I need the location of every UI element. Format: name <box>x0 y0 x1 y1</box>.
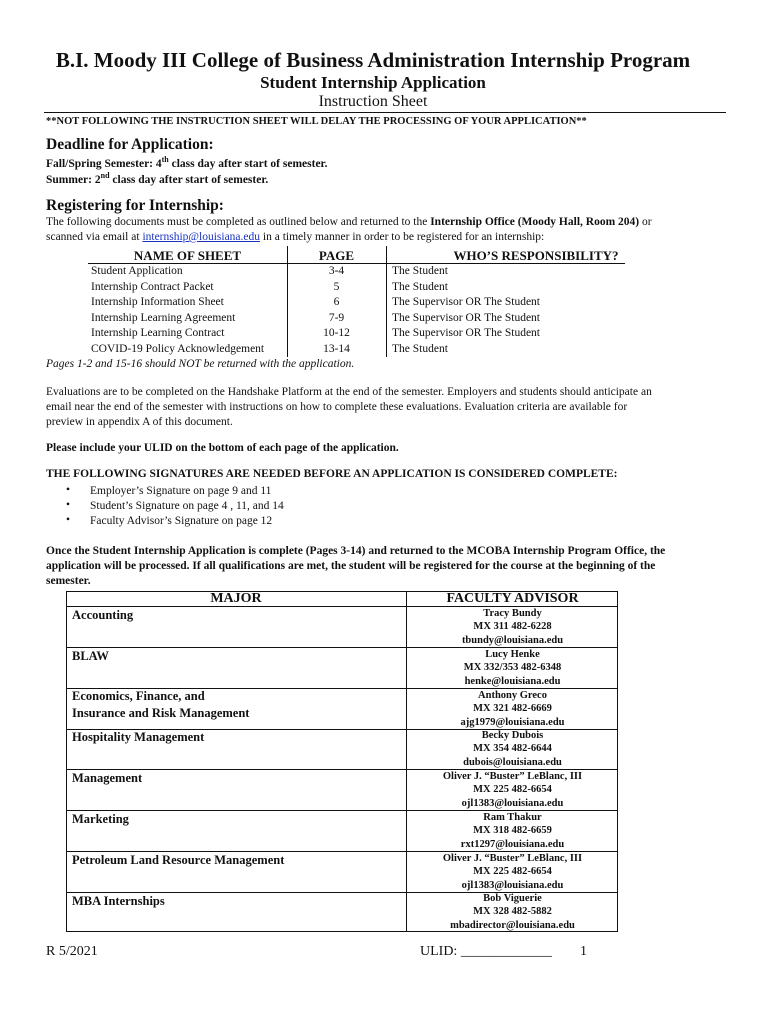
document-subtitle: Student Internship Application <box>260 73 486 92</box>
advisor-contact <box>407 892 618 932</box>
ulid-field: ULID: _____________ <box>420 944 552 959</box>
advisor-contact <box>407 729 618 769</box>
doc-row-name: Internship Information Sheet <box>91 296 224 308</box>
advisor-email: rxt1297@louisiana.edu <box>460 838 565 850</box>
doc-return-note: Pages 1-2 and 15-16 should NOT be returned with the application. <box>46 358 355 370</box>
advisor-email: ojl1383@louisiana.edu <box>461 879 564 891</box>
advisor-name: Anthony Greco <box>478 690 547 701</box>
advisor-office: MX 332/353 482-6348 <box>463 662 562 674</box>
deadline-summer: Summer: 2nd class day after start of semester. <box>46 171 269 186</box>
doc-row-name: Internship Learning Agreement <box>91 311 236 324</box>
doc-row-name: COVID-19 Policy Acknowledgement <box>91 342 265 355</box>
major-name: Hospitality Management <box>72 730 205 744</box>
doc-row-who: The Supervisor OR The Student <box>392 327 540 339</box>
advisor-contact <box>407 852 618 892</box>
evaluations-line-2: email near the end of the semester with instructions on how to complete these evaluations. Evaluation criteria are available for <box>46 401 628 413</box>
major-name: Accounting <box>72 608 134 622</box>
advisor-email: tbundy@louisiana.edu <box>461 634 564 646</box>
doc-row-name: Internship Learning Contract <box>91 327 225 339</box>
advisor-contact <box>407 770 618 810</box>
page-number: 1 <box>580 944 587 959</box>
advisor-office: MX 354 482-6644 <box>473 743 552 755</box>
doc-row-page: 5 <box>333 280 340 293</box>
completion-line-3: semester. <box>46 575 91 587</box>
advisor-office: MX 225 482-6654 <box>473 784 552 796</box>
internship-email-link[interactable]: internship@louisiana.edu <box>142 231 261 243</box>
advisor-name: Ram Thakur <box>483 812 542 823</box>
bullet-icon: • <box>66 499 71 511</box>
advisor-office: MX 225 482-6654 <box>473 866 552 878</box>
doc-header-responsibility: WHO’S RESPONSIBILITY? <box>453 248 619 263</box>
advisor-office: MX 311 482-6228 <box>473 621 552 633</box>
completion-line-1: Once the Student Internship Application is complete (Pages 3-14) and returned to the MCOBA Internship Program Office, the <box>46 545 666 557</box>
major-name: BLAW <box>72 649 109 663</box>
signature-item: Employer’s Signature on page 9 and 11 <box>90 485 272 497</box>
doc-row-who: The Student <box>392 342 448 355</box>
majors-header-advisor: FACULTY ADVISOR <box>446 591 579 606</box>
advisor-name: Becky Dubois <box>481 730 544 741</box>
doc-row-page: 3-4 <box>328 265 345 277</box>
bullet-icon: • <box>66 484 71 496</box>
advisor-name: Oliver J. “Buster” LeBlanc, III <box>442 771 583 782</box>
doc-row-who: The Student <box>392 280 448 293</box>
registering-line-2: scanned via email at internship@louisiana.edu in a timely manner in order to be registered for an internship: <box>46 231 545 243</box>
doc-row-name: Student Application <box>91 265 183 277</box>
doc-row-who: The Supervisor OR The Student <box>392 311 540 324</box>
major-name: Petroleum Land Resource Management <box>72 853 285 867</box>
advisor-contact <box>407 648 618 688</box>
deadline-fall-spring: Fall/Spring Semester: 4th class day after start of semester. <box>46 155 328 170</box>
advisor-office: MX 328 482-5882 <box>473 906 552 918</box>
document-title: B.I. Moody III College of Business Administration Internship Program <box>55 48 691 72</box>
doc-row-page: 6 <box>333 296 340 308</box>
instruction-sheet-label: Instruction Sheet <box>318 93 428 110</box>
bullet-icon: • <box>66 514 71 526</box>
doc-row-name: Internship Contract Packet <box>91 280 214 293</box>
major-name: MBA Internships <box>72 894 165 908</box>
completion-line-2: application will be processed. If all qualifications are met, the student will be registered for the course at the beginning of the <box>46 560 656 572</box>
warning-notice: **NOT FOLLOWING THE INSTRUCTION SHEET WILL DELAY THE PROCESSING OF YOUR APPLICATION** <box>46 116 587 127</box>
advisor-email: mbadirector@louisiana.edu <box>450 919 575 931</box>
advisor-contact <box>407 811 618 851</box>
header-divider <box>44 112 726 113</box>
advisor-email: ojl1383@louisiana.edu <box>461 797 564 809</box>
doc-row-page: 7-9 <box>328 311 345 324</box>
advisor-name: Lucy Henke <box>485 649 540 660</box>
major-name: Marketing <box>72 812 129 826</box>
evaluations-line-3: preview in appendix A of this document. <box>46 416 233 428</box>
signature-item: Student’s Signature on page 4 , 11, and 14 <box>90 500 284 512</box>
doc-row-page: 10-12 <box>323 327 350 339</box>
advisor-name: Tracy Bundy <box>483 608 542 619</box>
ulid-notice: Please include your ULID on the bottom of each page of the application. <box>46 442 399 454</box>
doc-row-page: 13-14 <box>323 342 350 355</box>
advisor-email: dubois@louisiana.edu <box>463 756 562 768</box>
advisor-email: ajg1979@louisiana.edu <box>460 716 565 728</box>
registering-heading: Registering for Internship: <box>46 197 224 214</box>
doc-header-name: NAME OF SHEET <box>133 248 242 263</box>
evaluations-line-1: Evaluations are to be completed on the Handshake Platform at the end of the semester. Employers and students should anticipate an <box>46 386 652 398</box>
majors-header-major: MAJOR <box>210 591 262 606</box>
advisor-name: Bob Viguerie <box>483 893 542 904</box>
advisor-email: henke@louisiana.edu <box>464 675 561 687</box>
revision-date: R 5/2021 <box>46 944 98 959</box>
signatures-heading: THE FOLLOWING SIGNATURES ARE NEEDED BEFORE AN APPLICATION IS CONSIDERED COMPLETE: <box>46 468 618 480</box>
advisor-contact <box>407 607 618 647</box>
registering-line-1: The following documents must be completed as outlined below and returned to the Internship Office (Moody Hall, Room 204) or <box>46 216 652 228</box>
major-name: Economics, Finance, and Insurance and Risk Management <box>72 689 250 720</box>
deadline-heading: Deadline for Application: <box>46 136 214 153</box>
doc-header-divider <box>88 263 625 264</box>
doc-row-who: The Student <box>392 265 448 277</box>
advisor-office: MX 318 482-6659 <box>473 825 552 837</box>
signature-item: Faculty Advisor’s Signature on page 12 <box>90 515 273 527</box>
doc-header-page: PAGE <box>318 248 355 263</box>
advisor-name: Oliver J. “Buster” LeBlanc, III <box>442 853 583 864</box>
advisor-contact <box>407 689 618 729</box>
advisor-office: MX 321 482-6669 <box>473 703 552 715</box>
doc-row-who: The Supervisor OR The Student <box>392 296 540 308</box>
major-name: Management <box>72 771 143 785</box>
